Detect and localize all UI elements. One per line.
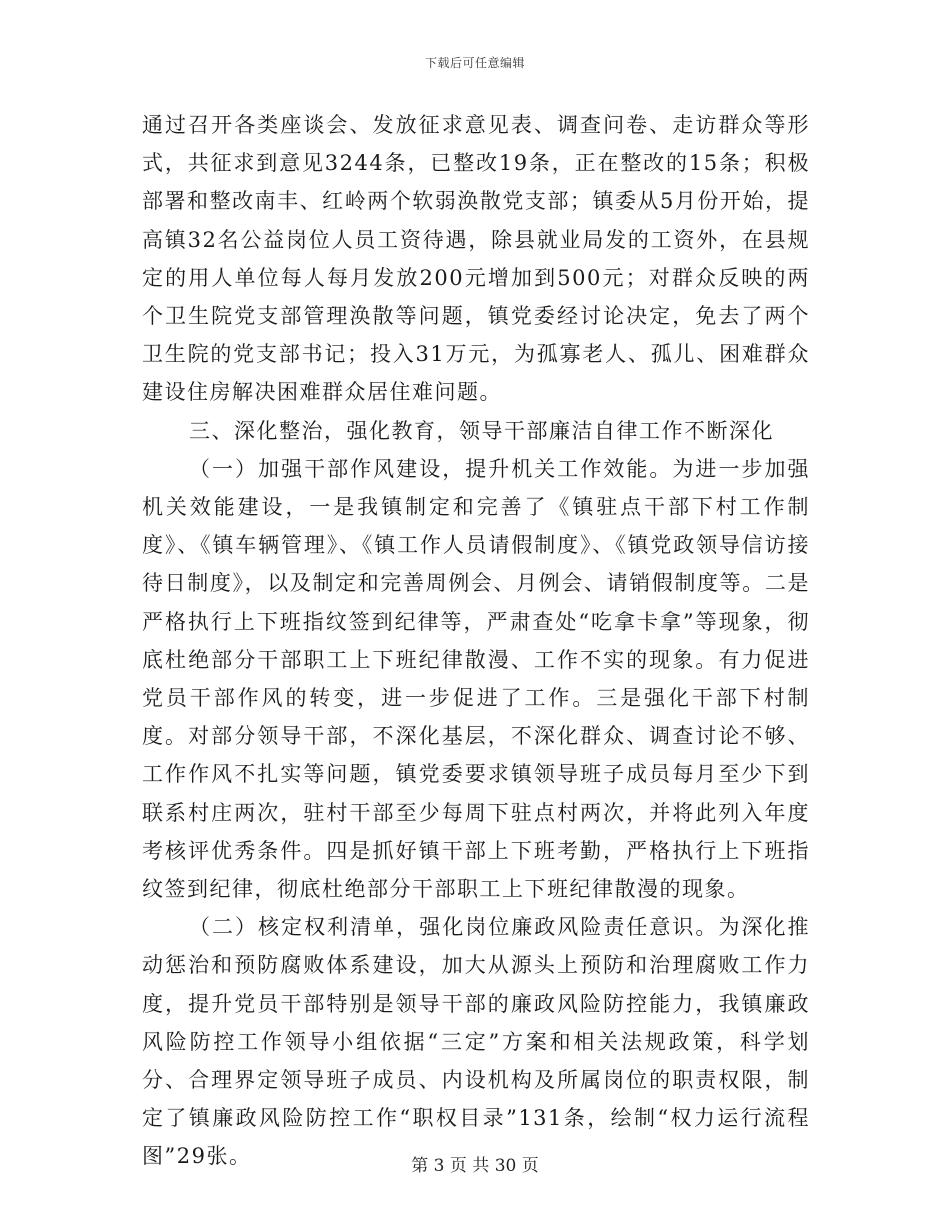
paragraph-power-list: （二）核定权利清单，强化岗位廉政风险责任意识。为深化推动惩治和预防腐败体系建设，加大从源头上预防和治理腐败工作力度，提升党员干部特别是领导干部的廉政风险防控能力，我镇廉政风险防控工作领导小组依据“三定”方案和相关法规政策，科学划分、合理界定领导班子成员、内设机构及所属岗位的职责权限，制定了镇廉政风险防控工作“职权目录”131条，绘制“权力运行流程图”29张。 <box>142 915 810 1169</box>
paragraph-continuation: 通过召开各类座谈会、发放征求意见表、调查问卷、走访群众等形式，共征求到意见3244条，已整改19条，正在整改的15条；积极部署和整改南丰、红岭两个软弱涣散党支部；镇委从5月份开始，提高镇32名公益岗位人员工资待遇，除县就业局发的工资外，在县规定的用人单位每人每月发放200元增加到500元；对群众反映的两个卫生院党支部管理涣散等问题，镇党委经讨论决定，免去了两个卫生院的党支部书记；投入31万元，为孤寡老人、孤儿、困难群众建设住房解决困难群众居住难问题。 <box>142 113 810 405</box>
section-heading: 三、深化整治，强化教育，领导干部廉洁自律工作不断深化 <box>189 418 774 443</box>
document-body <box>142 106 810 1176</box>
page-footer: 第 3 页 共 30 页 <box>411 1156 539 1176</box>
paragraph-work-style: （一）加强干部作风建设，提升机关工作效能。为进一步加强机关效能建设，一是我镇制定和完善了《镇驻点干部下村工作制度》、《镇车辆管理》、《镇工作人员请假制度》、《镇党政领导信访接待日制度》，以及制定和完善周例会、月例会、请销假制度等。二是严格执行上下班指纹签到纪律等，严肃查处“吃拿卡拿”等现象，彻底杜绝部分干部职工上下班纪律散漫、工作不实的现象。有力促进党员干部作风的转变，进一步促进了工作。三是强化干部下村制度。对部分领导干部，不深化基层，不深化群众、调查讨论不够、工作作风不扎实等问题，镇党委要求镇领导班子成员每月至少下到联系村庄两次，驻村干部至少每周下驻点村两次，并将此列入年度考核评优秀条件。四是抓好镇干部上下班考勤，严格执行上下班指纹签到纪律，彻底杜绝部分干部职工上下班纪律散漫的现象。 <box>142 456 810 902</box>
page-header: 下载后可任意编辑 <box>424 56 525 70</box>
